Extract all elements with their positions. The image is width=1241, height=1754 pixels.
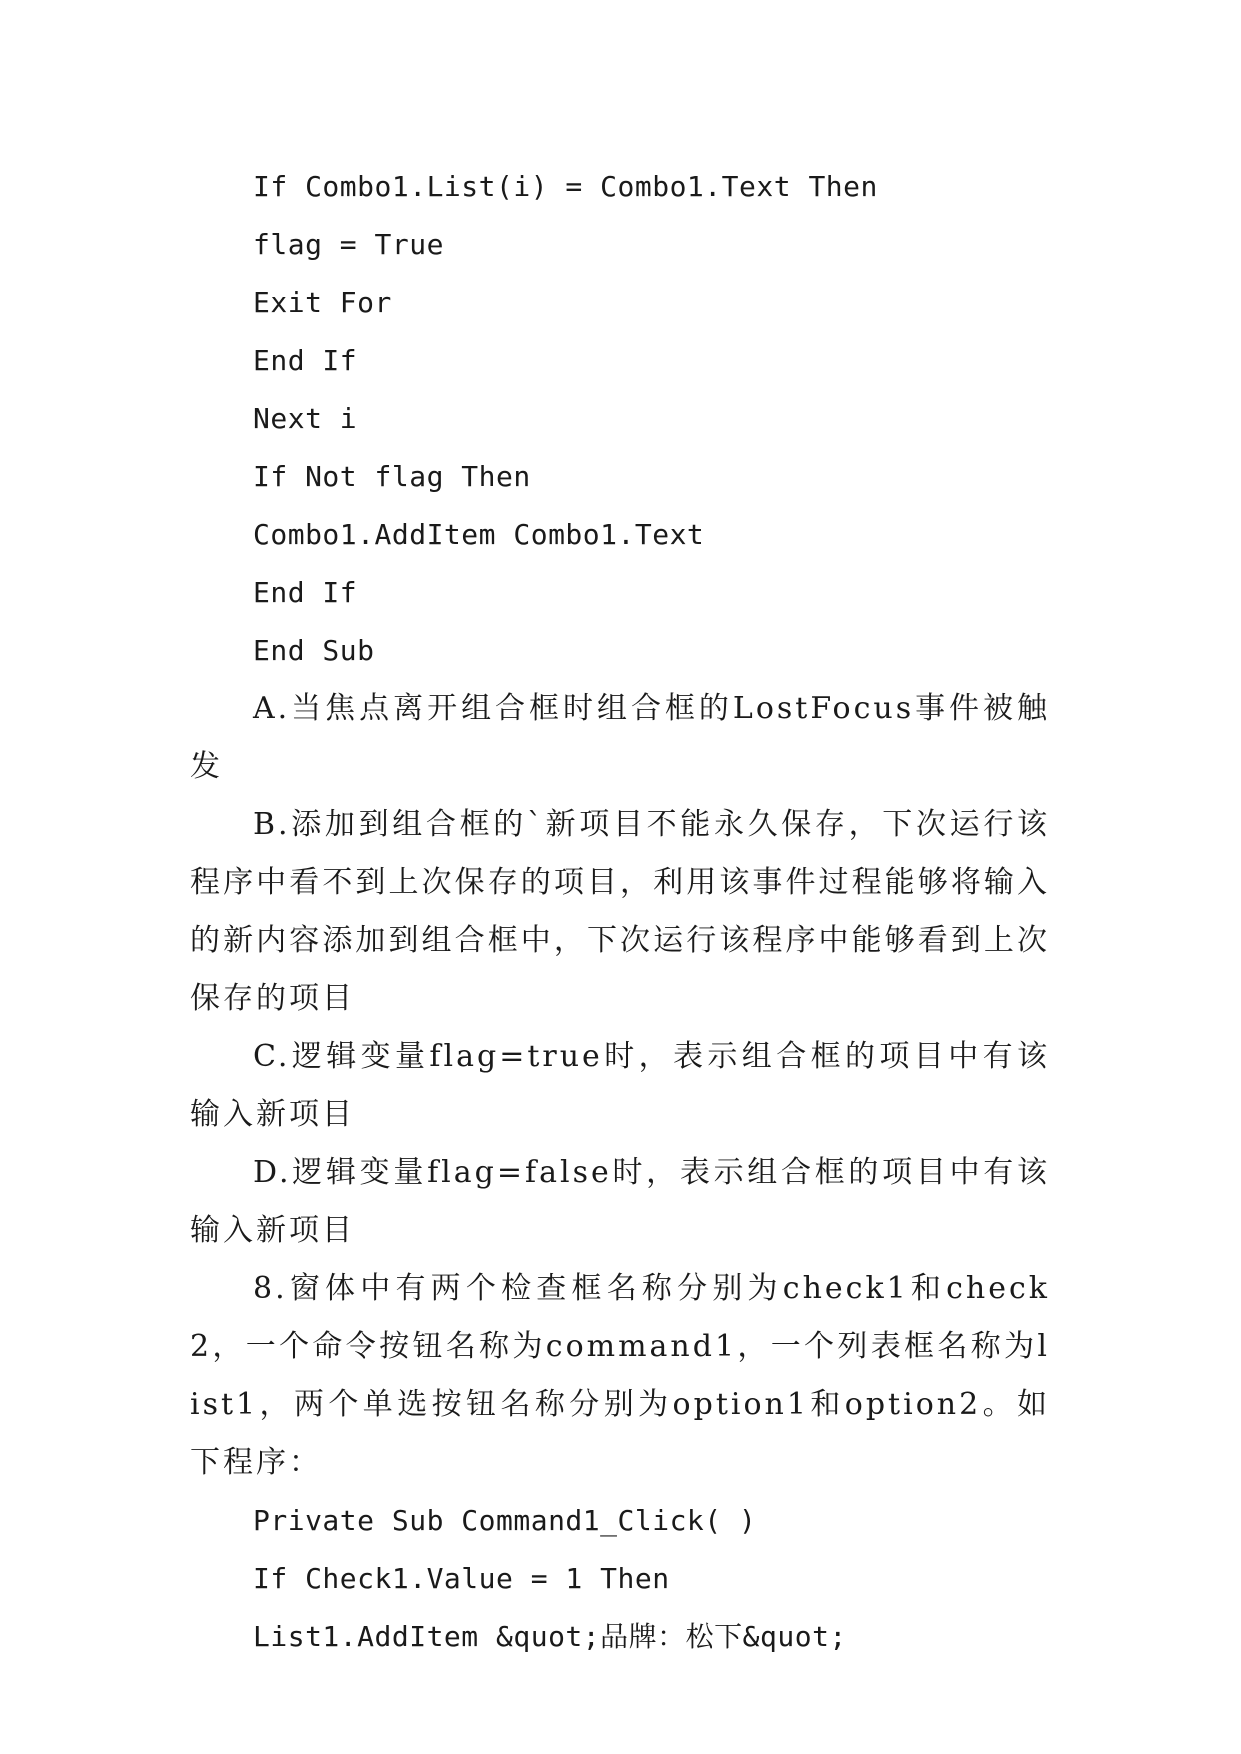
code-line: End If [253, 344, 358, 377]
code-line: Exit For [253, 286, 392, 319]
code-line: Next i [253, 402, 358, 435]
code-line: Combo1.AddItem Combo1.Text [253, 518, 705, 551]
question-8: 8.窗体中有两个检查框名称分别为check1和check2，一个命令按钮名称为command1，一个列表框名称为list1，两个单选按钮名称分别为option1和option2。如下程序： [190, 1271, 1050, 1480]
option-a: A.当焦点离开组合框时组合框的LostFocus事件被触发 [190, 691, 1050, 784]
option-b: B.添加到组合框的`新项目不能永久保存，下次运行该程序中看不到上次保存的项目，利用该事件过程能够将输入的新内容添加到组合框中，下次运行该程序中能够看到上次保存的项目 [190, 807, 1050, 1016]
code-line: flag = True [253, 228, 444, 261]
option-c: C.逻辑变量flag=true时，表示组合框的项目中有该输入新项目 [190, 1039, 1050, 1132]
code-line: End Sub [253, 634, 375, 667]
code-line: Private Sub Command1_Click( ) [253, 1504, 757, 1537]
option-d: D.逻辑变量flag=false时，表示组合框的项目中有该输入新项目 [190, 1155, 1050, 1248]
code-line: If Not flag Then [253, 460, 531, 493]
document-body [190, 158, 1050, 1666]
code-line: If Combo1.List(i) = Combo1.Text Then [253, 170, 878, 203]
code-line: List1.AddItem &quot;品牌：松下&quot; [253, 1620, 847, 1653]
code-line: End If [253, 576, 358, 609]
code-line: If Check1.Value = 1 Then [253, 1562, 670, 1595]
